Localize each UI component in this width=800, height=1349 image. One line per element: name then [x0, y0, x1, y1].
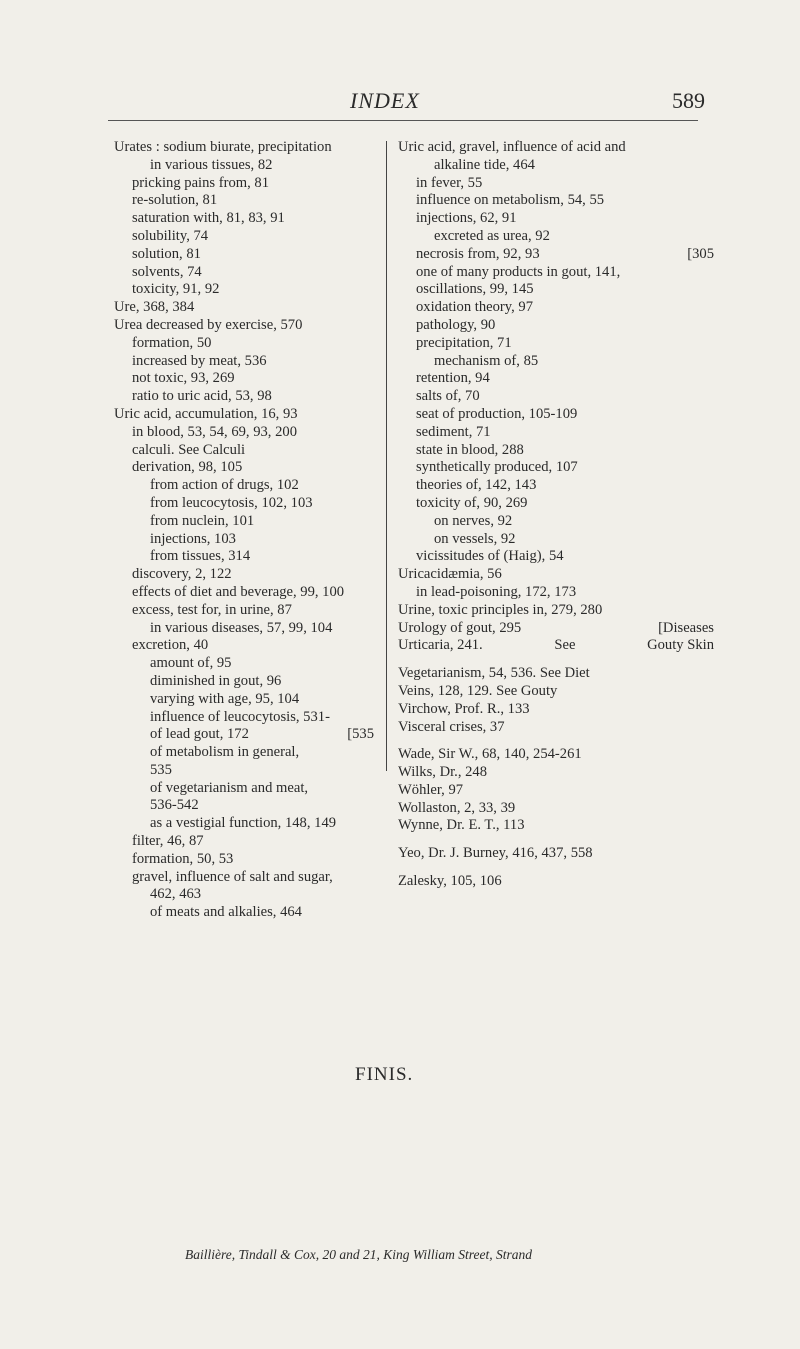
entry-text: Uric acid, accumulation, 16, 93 — [114, 405, 298, 422]
index-entry — [114, 157, 374, 175]
index-entry — [114, 264, 374, 282]
index-entry — [114, 442, 374, 460]
index-entry — [398, 175, 714, 193]
entry-text: Urticaria, 241. — [398, 637, 483, 654]
index-entry — [114, 353, 374, 371]
index-entry — [398, 388, 714, 406]
entry-text: Visceral crises, 37 — [398, 718, 505, 735]
entry-text: influence of leucocytosis, 531- — [150, 708, 330, 725]
entry-text: on nerves, 92 — [434, 512, 513, 529]
index-column-left — [114, 139, 374, 922]
index-entry — [114, 851, 374, 869]
index-entry — [398, 873, 714, 891]
index-entry — [398, 317, 714, 335]
entry-text: Yeo, Dr. J. Burney, 416, 437, 558 — [398, 845, 593, 862]
index-entry — [398, 683, 714, 701]
index-entry — [114, 815, 374, 833]
entry-text: on vessels, 92 — [434, 530, 516, 547]
index-entry — [114, 459, 374, 477]
entry-text: injections, 103 — [150, 530, 236, 547]
index-entry — [398, 845, 714, 863]
entry-text: excess, test for, in urine, 87 — [132, 601, 292, 618]
index-entry — [114, 726, 374, 744]
index-entry — [398, 477, 714, 495]
index-entry — [398, 424, 714, 442]
entry-text: Urine, toxic principles in, 279, 280 — [398, 601, 603, 618]
entry-text: alkaline tide, 464 — [434, 156, 535, 173]
entry-text: oscillations, 99, 145 — [416, 281, 534, 298]
entry-text: in various diseases, 57, 99, 104 — [150, 619, 333, 636]
entry-gap — [398, 835, 714, 845]
entry-text: seat of production, 105-109 — [416, 405, 578, 422]
entry-text: 536-542 — [150, 797, 199, 814]
entry-text: effects of diet and beverage, 99, 100 — [132, 583, 345, 600]
entry-text: discovery, 2, 122 — [132, 566, 232, 583]
index-entry — [114, 299, 374, 317]
index-entry — [398, 246, 714, 264]
index-entry — [114, 370, 374, 388]
entry-text: Virchow, Prof. R., 133 — [398, 700, 530, 717]
running-title: INDEX — [350, 88, 420, 113]
finis-text: FINIS. — [355, 1064, 414, 1085]
index-entry — [398, 139, 714, 157]
entry-text: oxidation theory, 97 — [416, 299, 533, 316]
index-entry — [398, 353, 714, 371]
index-entry — [398, 281, 714, 299]
entry-text: Wilks, Dr., 248 — [398, 764, 488, 781]
index-entry — [398, 620, 714, 638]
entry-text: increased by meat, 536 — [132, 352, 267, 369]
entry-text: Urology of gout, 295 — [398, 619, 522, 636]
entry-text: theories of, 142, 143 — [416, 477, 537, 494]
index-entry — [114, 513, 374, 531]
index-column-right — [398, 139, 714, 891]
entry-text: of meats and alkalies, 464 — [150, 904, 302, 921]
entry-text: state in blood, 288 — [416, 441, 524, 458]
entry-text: pathology, 90 — [416, 316, 496, 333]
index-entry — [114, 637, 374, 655]
entry-text: Wade, Sir W., 68, 140, 254-261 — [398, 746, 582, 763]
entry-text: Urea decreased by exercise, 570 — [114, 316, 303, 333]
entry-text: from leucocytosis, 102, 103 — [150, 494, 313, 511]
index-entry — [398, 602, 714, 620]
index-entry — [398, 228, 714, 246]
index-entry — [398, 800, 714, 818]
entry-text: amount of, 95 — [150, 655, 232, 672]
index-entry — [114, 566, 374, 584]
entry-gap — [398, 863, 714, 873]
index-entry — [398, 548, 714, 566]
index-entry — [398, 299, 714, 317]
entry-text: vicissitudes of (Haig), 54 — [416, 548, 564, 565]
index-entry — [398, 817, 714, 835]
index-entry — [398, 746, 714, 764]
entry-text: mechanism of, 85 — [434, 352, 539, 369]
entry-text: from tissues, 314 — [150, 548, 251, 565]
entry-text: one of many products in gout, 141, — [416, 263, 621, 280]
index-entry — [398, 764, 714, 782]
index-entry — [114, 904, 374, 922]
entry-text: as a vestigial function, 148, 149 — [150, 815, 337, 832]
entry-text: of metabolism in general, — [150, 744, 300, 761]
entry-continuation: [305 — [687, 245, 714, 262]
entry-text: Veins, 128, 129. See Gouty — [398, 682, 558, 699]
entry-text: filter, 46, 87 — [132, 833, 204, 850]
page-number: 589 — [672, 88, 705, 113]
index-entry — [114, 548, 374, 566]
column-divider — [386, 141, 387, 771]
entry-text: 462, 463 — [150, 886, 202, 903]
entry-text: from nuclein, 101 — [150, 512, 255, 529]
index-entry — [114, 210, 374, 228]
index-entry — [114, 406, 374, 424]
entry-text: of vegetarianism and meat, — [150, 779, 309, 796]
index-entry — [114, 762, 374, 780]
entry-text: Ure, 368, 384 — [114, 299, 195, 316]
index-entry — [398, 335, 714, 353]
entry-text: Uricacidæmia, 56 — [398, 566, 502, 583]
entry-text: from action of drugs, 102 — [150, 477, 299, 494]
index-entry — [398, 584, 714, 602]
index-entry — [398, 531, 714, 549]
index-entry — [114, 192, 374, 210]
index-entry — [398, 459, 714, 477]
entry-text: not toxic, 93, 269 — [132, 370, 235, 387]
index-entry — [114, 335, 374, 353]
entry-text: in blood, 53, 54, 69, 93, 200 — [132, 423, 297, 440]
index-entry — [114, 602, 374, 620]
entry-text: calculi. See Calculi — [132, 441, 246, 458]
entry-gap — [398, 736, 714, 746]
entry-text: Vegetarianism, 54, 536. See Diet — [398, 665, 590, 682]
index-entry — [114, 797, 374, 815]
index-entry — [398, 192, 714, 210]
entry-text: saturation with, 81, 83, 91 — [132, 210, 285, 227]
entry-text: pricking pains from, 81 — [132, 174, 269, 191]
entry-continuation: [535 — [347, 726, 374, 743]
index-entry — [398, 370, 714, 388]
index-entry — [114, 317, 374, 335]
index-entry — [114, 673, 374, 691]
entry-text: toxicity of, 90, 269 — [416, 494, 528, 511]
entry-gap — [398, 655, 714, 665]
index-entry — [114, 281, 374, 299]
index-entry — [114, 584, 374, 602]
entry-text: retention, 94 — [416, 370, 490, 387]
entry-text: 535 — [150, 761, 172, 778]
index-entry — [114, 886, 374, 904]
entry-continuation: [Diseases — [658, 619, 714, 636]
index-entry — [398, 264, 714, 282]
index-entry — [114, 424, 374, 442]
index-entry — [114, 869, 374, 887]
entry-text: injections, 62, 91 — [416, 210, 517, 227]
entry-text: toxicity, 91, 92 — [132, 281, 220, 298]
index-entry — [114, 175, 374, 193]
entry-text: formation, 50 — [132, 334, 212, 351]
entry-text: solubility, 74 — [132, 227, 209, 244]
entry-text: in lead-poisoning, 172, 173 — [416, 583, 577, 600]
entry-text: solvents, 74 — [132, 263, 202, 280]
index-entry — [398, 442, 714, 460]
entry-text: of lead gout, 172 — [150, 726, 249, 743]
index-entry — [114, 691, 374, 709]
entry-cross-ref: See — [554, 637, 576, 654]
header-rule — [108, 120, 698, 121]
index-entry — [398, 495, 714, 513]
index-entry — [398, 406, 714, 424]
index-entry — [114, 744, 374, 762]
entry-text: salts of, 70 — [416, 388, 480, 405]
index-entry — [114, 780, 374, 798]
entry-text: synthetically produced, 107 — [416, 459, 578, 476]
entry-text: Uric acid, gravel, influence of acid and — [398, 139, 626, 155]
entry-text: ratio to uric acid, 53, 98 — [132, 388, 272, 405]
index-entry — [398, 719, 714, 737]
entry-text: derivation, 98, 105 — [132, 459, 243, 476]
index-entry — [114, 709, 374, 727]
index-entry — [114, 477, 374, 495]
entry-text: excreted as urea, 92 — [434, 227, 550, 244]
entry-text: Zalesky, 105, 106 — [398, 873, 502, 890]
index-entry — [398, 566, 714, 584]
entry-text: Urates : sodium biurate, precipitation — [114, 139, 332, 155]
index-entry — [114, 531, 374, 549]
entry-continuation: Gouty Skin — [647, 637, 714, 654]
entry-text: influence on metabolism, 54, 55 — [416, 192, 605, 209]
entry-text: necrosis from, 92, 93 — [416, 245, 540, 262]
index-entry — [114, 655, 374, 673]
index-entry — [114, 246, 374, 264]
index-entry — [398, 665, 714, 683]
printer-imprint: Baillière, Tindall & Cox, 20 and 21, King William Street, Strand — [185, 1247, 532, 1262]
index-entry — [398, 637, 714, 655]
entry-text: Wöhler, 97 — [398, 781, 464, 798]
page-header — [0, 88, 800, 118]
entry-text: Wollaston, 2, 33, 39 — [398, 799, 516, 816]
index-entry — [114, 833, 374, 851]
index-entry — [398, 782, 714, 800]
index-entry — [398, 210, 714, 228]
entry-text: in fever, 55 — [416, 174, 483, 191]
index-entry — [398, 157, 714, 175]
entry-text: re-solution, 81 — [132, 192, 218, 209]
entry-text: solution, 81 — [132, 245, 201, 262]
index-entry — [114, 495, 374, 513]
entry-text: in various tissues, 82 — [150, 156, 273, 173]
entry-text: excretion, 40 — [132, 637, 209, 654]
index-entry — [114, 139, 374, 157]
entry-text: formation, 50, 53 — [132, 850, 234, 867]
entry-text: diminished in gout, 96 — [150, 672, 282, 689]
entry-text: Wynne, Dr. E. T., 113 — [398, 817, 525, 834]
entry-text: varying with age, 95, 104 — [150, 690, 300, 707]
index-entry — [398, 513, 714, 531]
index-entry — [114, 228, 374, 246]
index-entry — [398, 701, 714, 719]
index-entry — [114, 388, 374, 406]
index-entry — [114, 620, 374, 638]
entry-text: sediment, 71 — [416, 423, 491, 440]
entry-text: gravel, influence of salt and sugar, — [132, 868, 333, 885]
entry-text: precipitation, 71 — [416, 334, 512, 351]
